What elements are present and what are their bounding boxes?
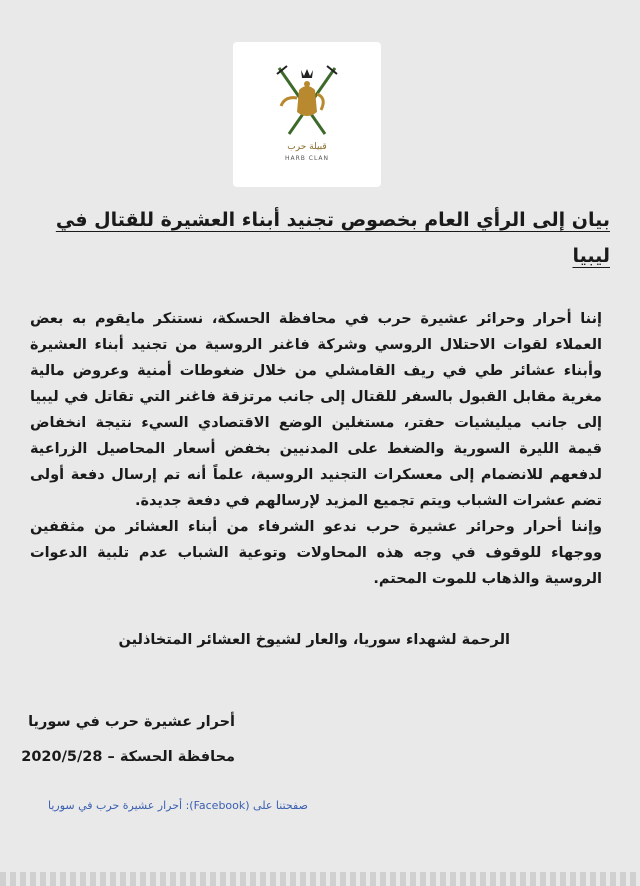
bottom-edge-strip <box>0 872 640 886</box>
document-title: بيان إلى الرأي العام بخصوص تجنيد أبناء العشيرة للقتال في ليبيا <box>55 209 610 267</box>
harb-clan-logo-icon <box>267 60 347 140</box>
statement-paragraph-1: إننا أحرار وحرائر عشيرة حرب في محافظة الحسكة، نستنكر مايقوم به بعض العملاء لقوات الاحتلال الروسي وشركة فاغنر الروسية من تجنيد أبناء العشيرة وأبناء عشائر طي في ريف القامشلي من خلال ضغوطات أمنية وعروض مالية مغرية مقابل القبول بالسفر للقتال إلى جانب مرتزقة فاغنر التي تقاتل في ليبيا إلى جانب ميليشيات حفتر، مستغلين الوضع الاقتصادي السيء نتيجة انخفاض قيمة الليرة السورية والضغط على المدنيين بخفض أسعار المحاصيل الزراعية لدفعهم للانضمام إلى معسكرات التجنيد الروسية، علماً أنه تم إرسال دفعة أولى تضم عشرات الشباب ويتم تجميع المزيد لإرسالهم في دفعة جديدة. <box>30 311 602 509</box>
logo-panel <box>233 42 381 187</box>
signature-name: أحرار عشيرة حرب في سوريا <box>28 714 235 730</box>
logo-arabic-text: قبيلة حرب <box>287 142 327 152</box>
closing-line: الرحمة لشهداء سوريا، والعار لشيوخ العشائر المتخاذلين <box>118 632 510 648</box>
logo-english-text: HARB CLAN <box>284 155 330 162</box>
facebook-page-link[interactable]: صفحتنا على (Facebook): أحرار عشيرة حرب في سوريا <box>48 799 308 812</box>
statement-paragraph-2: وإننا أحرار وحرائر عشيرة حرب ندعو الشرفاء من أبناء العشائر من مثقفين ووجهاء للوقوف في وجه هذه المحاولات وتوعية الشباب عدم تلبية الدعوات الروسية والذهاب للموت المحتم. <box>30 519 602 587</box>
signature-place-date: محافظة الحسكة – 2020/5/28 <box>21 749 235 765</box>
